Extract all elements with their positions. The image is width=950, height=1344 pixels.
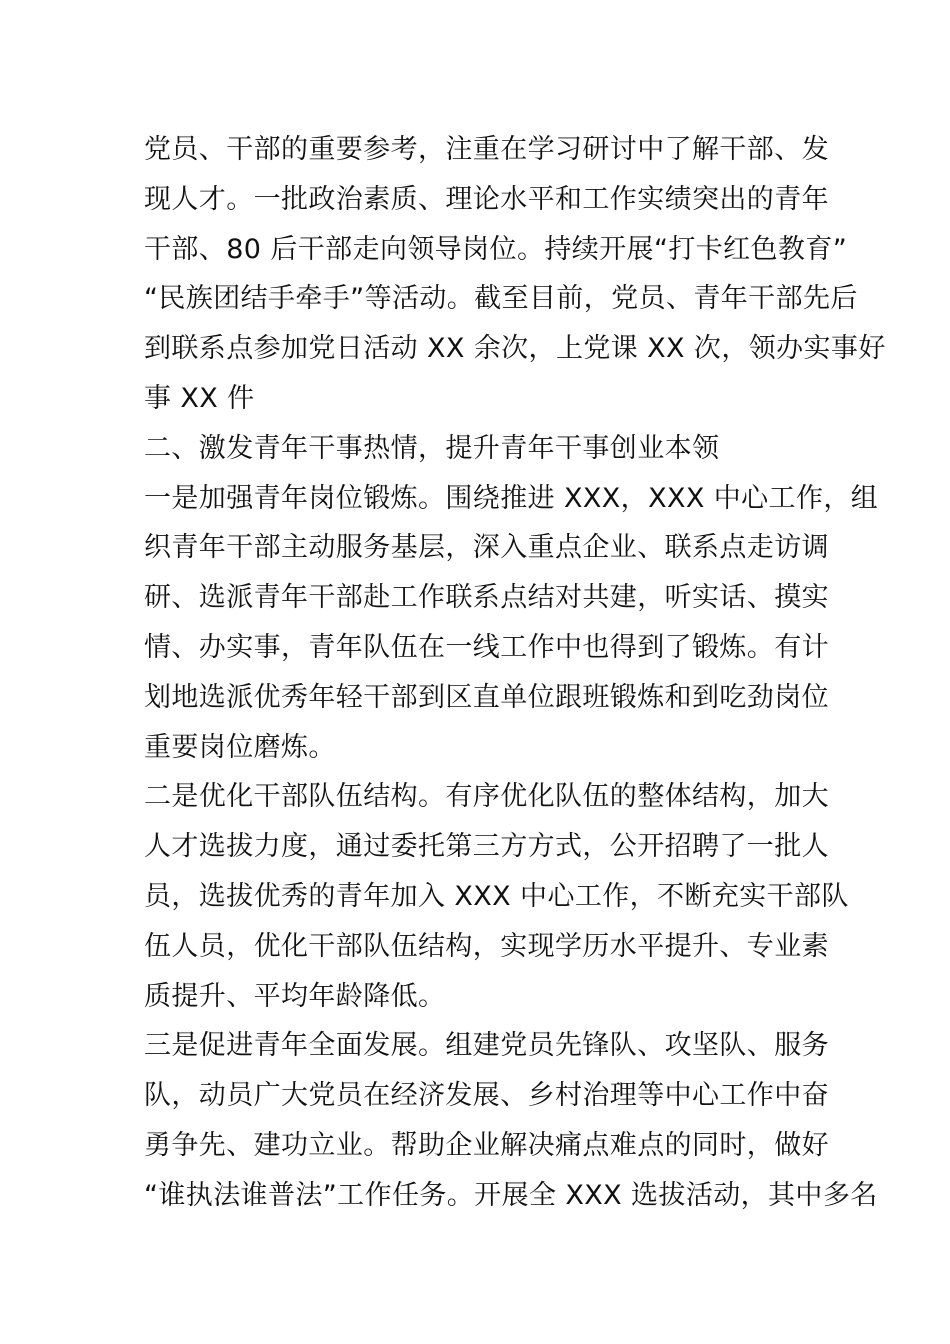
text-line: 二是优化干部队伍结构。有序优化队伍的整体结构，加大 xyxy=(144,781,829,813)
text-line: 事 XX 件 xyxy=(144,382,255,414)
document-body xyxy=(144,125,886,1221)
text-line: 划地选派优秀年轻干部到区直单位跟班锻炼和到吃劲岗位 xyxy=(144,681,829,713)
text-line: 员，选拔优秀的青年加入 XXX 中心工作，不断充实干部队 xyxy=(144,880,849,912)
text-line: “谁执法谁普法”工作任务。开展全 XXX 选拔活动，其中多名 xyxy=(144,1179,878,1211)
text-line: 质提升、平均年龄降低。 xyxy=(144,980,446,1012)
text-line: 研、选派青年干部赴工作联系点结对共建，听实话、摸实 xyxy=(144,582,829,614)
text-line: 干部、80 后干部走向领导岗位。持续开展“打卡红色教育” xyxy=(144,233,848,265)
text-line: “民族团结手牵手”等活动。截至目前，党员、青年干部先后 xyxy=(144,283,858,315)
text-line: 党员、干部的重要参考，注重在学习研讨中了解干部、发 xyxy=(144,134,829,165)
section-heading: 二、激发青年干事热情，提升青年干事创业本领 xyxy=(144,432,720,464)
text-line: 三是促进青年全面发展。组建党员先锋队、攻坚队、服务 xyxy=(144,1030,829,1062)
text-line: 人才选拔力度，通过委托第三方方式，公开招聘了一批人 xyxy=(144,831,829,863)
text-line: 队，动员广大党员在经济发展、乡村治理等中心工作中奋 xyxy=(144,1080,829,1112)
text-line: 情、办实事，青年队伍在一线工作中也得到了锻炼。有计 xyxy=(144,631,829,663)
text-line: 伍人员，优化干部队伍结构，实现学历水平提升、专业素 xyxy=(144,930,829,962)
text-line: 勇争先、建功立业。帮助企业解决痛点难点的同时，做好 xyxy=(144,1129,829,1161)
text-line: 织青年干部主动服务基层，深入重点企业、联系点走访调 xyxy=(144,532,829,564)
text-line: 重要岗位磨炼。 xyxy=(144,731,336,763)
text-line: 到联系点参加党日活动 XX 余次，上党课 XX 次，领办实事好 xyxy=(144,333,886,365)
text-line: 一是加强青年岗位锻炼。围绕推进 XXX，XXX 中心工作，组 xyxy=(144,482,879,514)
text-line: 现人才。一批政治素质、理论水平和工作实绩突出的青年 xyxy=(144,183,829,215)
